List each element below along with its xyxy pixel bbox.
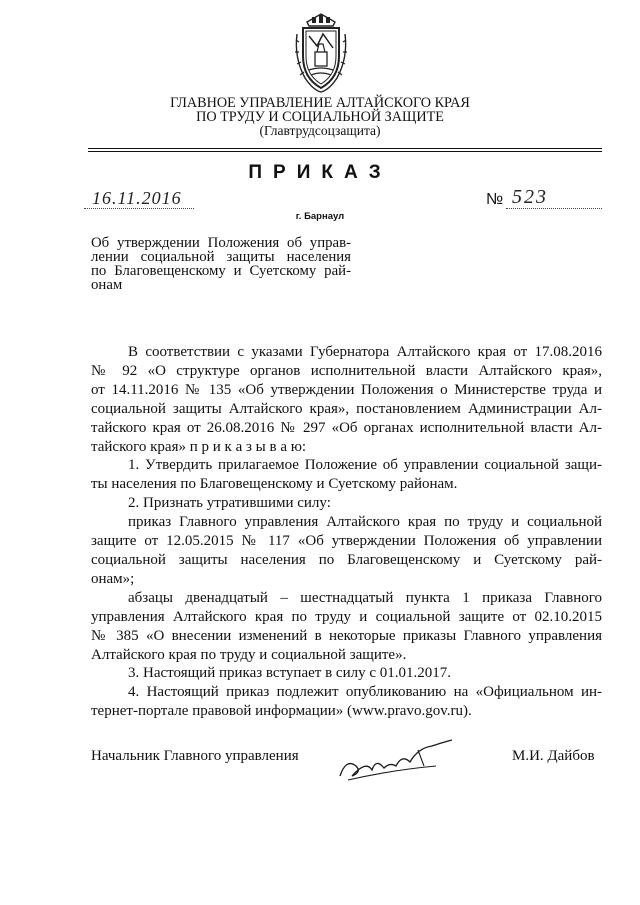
body-line: В соответствии с указами Губернатора Алтайского края от 17.08.2016	[128, 344, 602, 360]
header-divider-top	[88, 148, 602, 149]
date-underline	[84, 208, 194, 209]
body-line: абзацы двенадцатый – шестнадцатый пункта 1 приказа Главного	[128, 589, 602, 606]
body-line: 3. Настоящий приказ вступает в силу с 01.01.2017.	[128, 665, 451, 682]
handwritten-date: 16.11.2016	[92, 188, 182, 208]
body-line: ты населения по Благовещенскому и Суетскому районам.	[91, 476, 458, 493]
handwritten-signature	[332, 736, 462, 784]
city-label: г. Барнаул	[295, 211, 345, 222]
body-line: от 14.11.2016 № 135 «Об утверждении Положения о Министерстве труда и	[91, 381, 602, 398]
subject-line: по Благовещенскому и Суетскому рай-	[91, 263, 351, 279]
handwritten-order-number: 523	[512, 186, 548, 208]
body-line: 2. Признать утратившими силу:	[128, 495, 331, 512]
body-line: тайского края от 26.08.2016 № 297 «Об органах исполнительной власти Ал-	[91, 419, 602, 436]
body-line: тайского края» п р и к а з ы в а ю:	[91, 438, 307, 455]
body-line: № 385 «О внесении изменений в некоторые приказы Главного управления	[91, 627, 602, 644]
body-line: онам»;	[91, 570, 135, 587]
subject-line: Об утверждении Положения об управ-	[91, 235, 351, 251]
coat-of-arms-emblem	[293, 12, 349, 94]
body-line: Алтайского края по труду и социальной защите».	[91, 646, 407, 663]
body-line: приказ Главного управления Алтайского края по труду и социальной	[128, 514, 602, 531]
body-line: № 92 «О структуре органов исполнительной власти Алтайского края»,	[91, 362, 602, 379]
order-body	[91, 343, 602, 721]
organization-name-line2: ПО ТРУДУ И СОЦИАЛЬНОЙ ЗАЩИТЕ	[196, 109, 444, 125]
body-line: защите от 12.05.2015 № 117 «Об утверждении Положения об управлении	[91, 533, 602, 550]
body-line: тернет-портале правовой информации» (www.pravo.gov.ru).	[91, 703, 472, 720]
body-line: социальной защиты населения по Благовещенскому и Суетскому рай-	[91, 551, 602, 568]
body-line: 1. Утвердить прилагаемое Положение об управлении социальной защи-	[128, 457, 602, 474]
body-line: управления Алтайского края по труду и социальной защите от 02.10.2015	[91, 608, 602, 625]
organization-name-line1: ГЛАВНОЕ УПРАВЛЕНИЕ АЛТАЙСКОГО КРАЯ	[170, 95, 470, 111]
signatory-name: М.И. Дайбов	[512, 748, 595, 764]
organization-short-name: (Главтрудсоцзащита)	[259, 123, 381, 138]
order-subject	[91, 236, 351, 292]
signatory-position: Начальник Главного управления	[91, 748, 299, 764]
number-underline	[506, 208, 602, 209]
body-line: 4. Настоящий приказ подлежит опубликованию на «Официальном ин-	[128, 684, 602, 701]
document-title: ПРИКАЗ	[248, 162, 392, 183]
subject-line: онам	[91, 277, 123, 293]
subject-line: лении социальной защиты населения	[91, 249, 351, 265]
number-label: №	[486, 191, 504, 208]
body-line: социальной защиты Алтайского края», постановлением Администрации Ал-	[91, 400, 602, 417]
header-divider-bottom	[88, 151, 602, 152]
